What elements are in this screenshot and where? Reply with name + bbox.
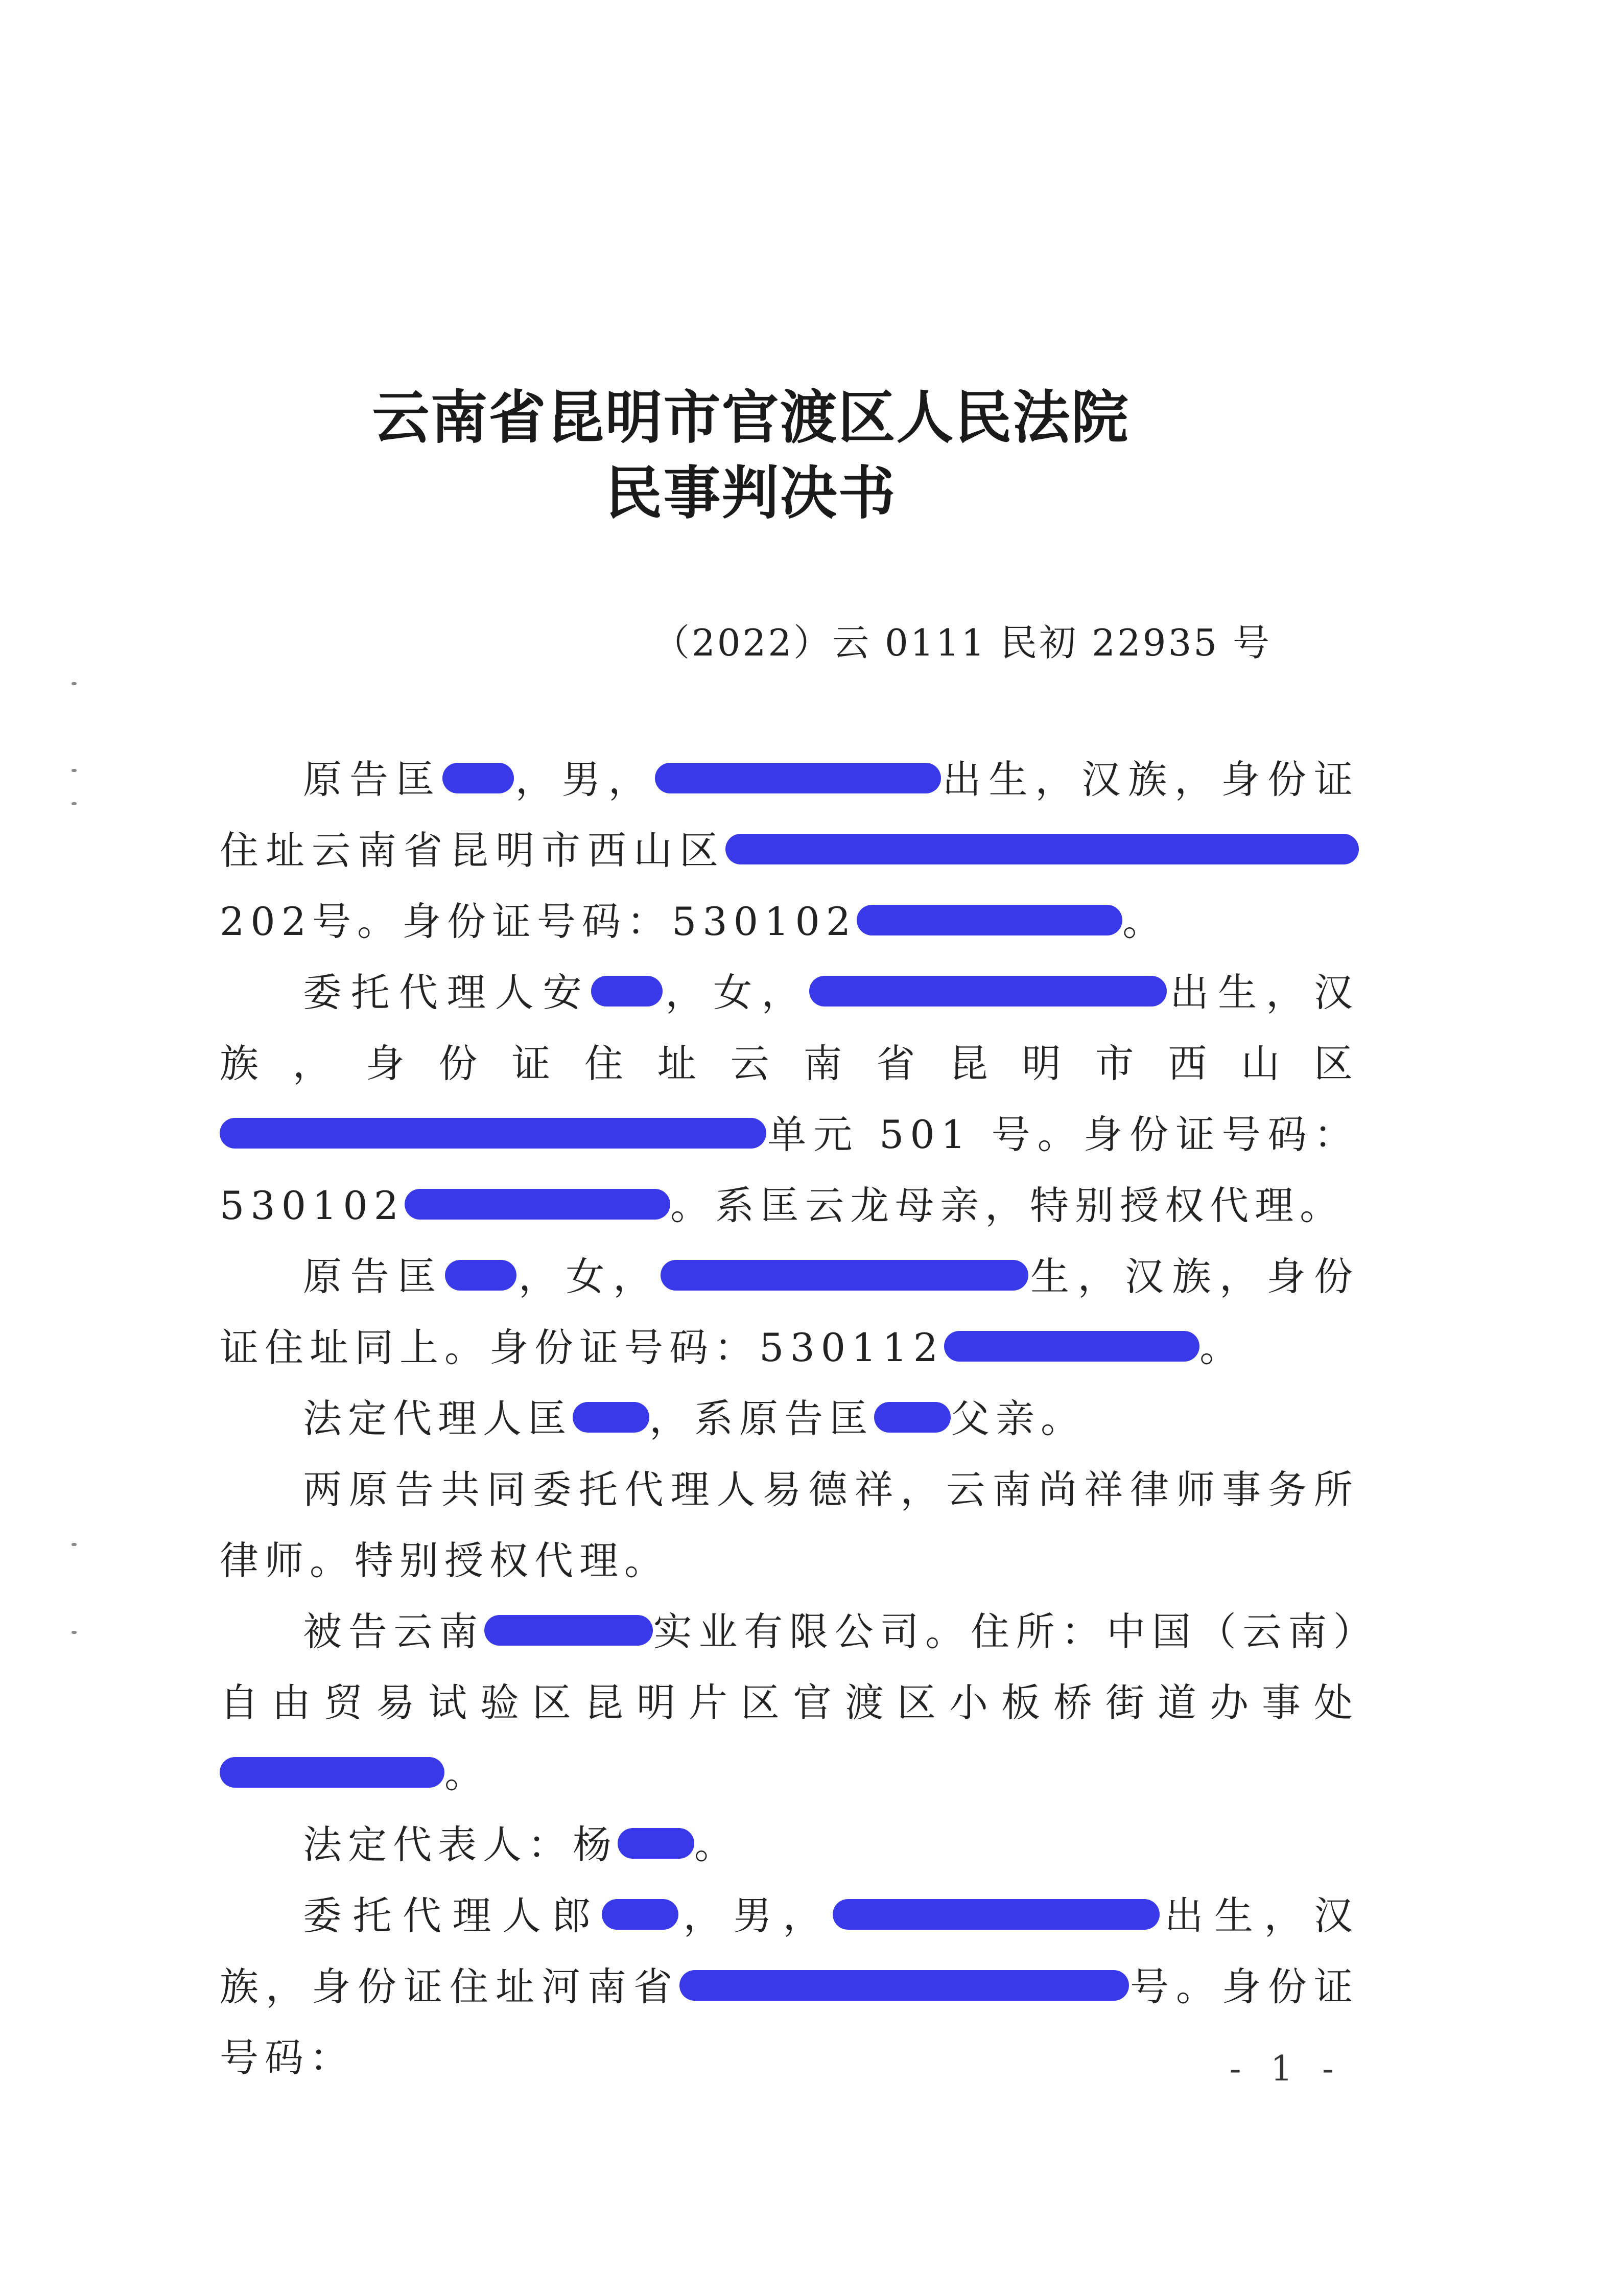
- redaction-mark: [661, 1260, 1028, 1291]
- redaction-mark: [220, 1757, 444, 1788]
- redaction-mark: [857, 905, 1122, 935]
- paragraph-agent-1: 委托代理人安 ，女， 出生，汉族，身份证住址云南省昆明市西山区单元 501 号。身份证号码：530102 。系匡云龙母亲，特别授权代理。: [220, 970, 1359, 1228]
- scan-speck: [72, 682, 77, 685]
- paragraph-plaintiff-1: 原告匡 ，男， 出生，汉族，身份证住址云南省昆明市西山区202号。身份证号码：530102 。: [220, 757, 1359, 944]
- redaction-mark: [874, 1402, 951, 1433]
- paragraph-plaintiff-2: 原告匡 ，女， 生，汉族，身份证住址同上。身份证号码：530112 。: [220, 1254, 1359, 1370]
- redaction-mark: [655, 763, 941, 793]
- redaction-mark: [618, 1828, 694, 1859]
- paragraph-defendant-agent: 委托代理人郎 ，男， 出生，汉族，身份证住址河南省 号。身份证号码：: [220, 1893, 1359, 2080]
- redaction-mark: [573, 1402, 649, 1433]
- case-number: （2022）云 0111 民初 22935 号: [652, 621, 1272, 664]
- paragraph-legal-rep: 法定代理人匡 ，系原告匡 父亲。: [303, 1396, 1086, 1441]
- redaction-mark: [484, 1615, 653, 1646]
- document-body: [220, 744, 1359, 2093]
- redaction-mark: [445, 1260, 516, 1291]
- redaction-mark: [591, 976, 663, 1006]
- redaction-mark: [725, 834, 1359, 864]
- scan-speck: [72, 802, 77, 805]
- page-number: - 1 -: [1229, 2049, 1343, 2089]
- redaction-mark: [602, 1899, 678, 1930]
- court-name: 云南省昆明市官渡区人民法院: [372, 384, 1129, 451]
- scan-speck: [72, 1543, 77, 1546]
- redaction-mark: [944, 1331, 1199, 1362]
- redaction-mark: [809, 976, 1167, 1006]
- document-type: 民事判决书: [605, 460, 897, 527]
- redaction-mark: [442, 763, 514, 793]
- redaction-mark: [405, 1189, 670, 1220]
- scan-speck: [72, 1631, 77, 1634]
- paragraph-defendant: 被告云南 实业有限公司。住所：中国（云南）自由贸易试验区昆明片区官渡区小板桥街道办事处。: [220, 1609, 1359, 1796]
- redaction-mark: [220, 1118, 766, 1149]
- scan-speck: [72, 769, 77, 772]
- paragraph-defendant-rep: 法定代表人：杨 。: [303, 1822, 739, 1867]
- paragraph-joint-agent: 两原告共同委托代理人易德祥，云南尚祥律师事务所律师。特别授权代理。: [220, 1467, 1359, 1583]
- redaction-mark: [833, 1899, 1160, 1930]
- redaction-mark: [679, 1970, 1129, 2001]
